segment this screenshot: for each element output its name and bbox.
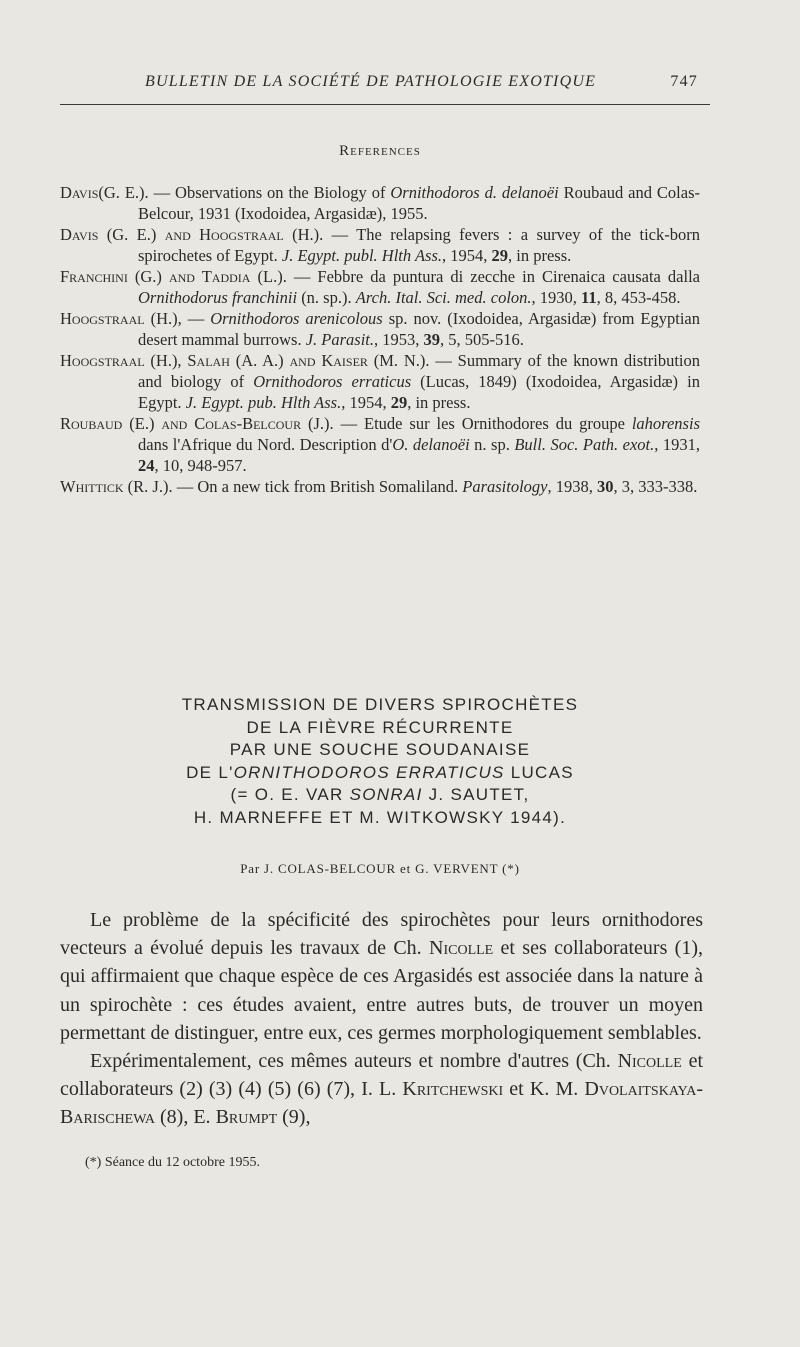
paragraph: Expérimentalement, ces mêmes auteurs et nombre d'autres (Ch. Nicolle et collaborateurs (2) (3) (4) (5) (6) (7), I. L. Kritchewski et K. M. Dvolaitskaya-Barischewa (8), E. Brumpt (9), xyxy=(60,1050,703,1129)
title-line: TRANSMISSION DE DIVERS SPIROCHÈTES xyxy=(181,695,579,714)
title-line: DE LA FIÈVRE RÉCURRENTE xyxy=(246,717,514,737)
title-line: H. MARNEFFE ET M. WITKOWSKY 1944). xyxy=(193,807,567,827)
paragraph: Le problème de la spécificité des spirochètes pour leurs ornithodores vecteurs a évolué depuis les travaux de Ch. Nicolle et ses collaborateurs (1), qui affirmaient que chaque espèce de ces Argasidés est associée dans la nature à un spirochète : ces études avaient, entre autres buts, de trouver un moyen permettant de distinguer, entre eux, ces germes morphologiquement semblables. xyxy=(60,909,703,1044)
reference-item: Hoogstraal (H.), — Ornithodoros arenicolous sp. nov. (Ixodoidea, Argasidæ) from Egyptian desert mammal burrows. J. Parasit., 1953, 39, 5, 505-516. xyxy=(60,309,700,349)
reference-item: Davis(G. E.). — Observations on the Biology of Ornithodoros d. delanoëi Roubaud and Colas-Belcour, 1931 (Ixodoidea, Argasidæ), 1955. xyxy=(60,183,700,223)
reference-item: Roubaud (E.) and Colas-Belcour (J.). — Etude sur les Ornithodores du groupe lahorensis dans l'Afrique du Nord. Description d'O. delanoëi n. sp. Bull. Soc. Path. exot., 1931, 24, 10, 948-957. xyxy=(60,414,701,475)
article-title xyxy=(0,694,760,829)
reference-item: Davis (G. E.) and Hoogstraal (H.). — The relapsing fevers : a survey of the tick-born spirochetes of Egypt. J. Egypt. publ. Hlth Ass., 1954, 29, in press. xyxy=(60,225,700,265)
reference-item: Hoogstraal (H.), Salah (A. A.) and Kaiser (M. N.). — Summary of the known distribution and biology of Ornithodoros erraticus (Lucas, 1849) (Ixodoidea, Argasidæ) in Egypt. J. Egypt. pub. Hlth Ass., 1954, 29, in press. xyxy=(60,351,700,412)
reference-list xyxy=(60,182,700,497)
reference-item: Whittick (R. J.). — On a new tick from British Somaliland. Parasitology, 1938, 30, 3, 333-338. xyxy=(60,477,698,496)
title-line: DE L'ORNITHODOROS ERRATICUS LUCAS xyxy=(186,762,574,782)
page-number: 747 xyxy=(670,73,698,90)
running-title: BULLETIN DE LA SOCIÉTÉ DE PATHOLOGIE EXOTIQUE xyxy=(145,73,597,90)
header-rule xyxy=(60,104,710,105)
footnote: (*) Séance du 12 octobre 1955. xyxy=(85,1155,260,1170)
title-line: (= O. E. VAR SONRAI J. SAUTET, xyxy=(230,785,530,804)
reference-item: Franchini (G.) and Taddia (L.). — Febbre da puntura di zecche in Cirenaica causata dalla Ornithodorus franchinii (n. sp.). Arch. Ital. Sci. med. colon., 1930, 11, 8, 453-458. xyxy=(60,267,700,307)
article-byline: Par J. COLAS-BELCOUR et G. VERVENT (*) xyxy=(240,861,520,876)
references-heading: References xyxy=(339,143,421,159)
article-body xyxy=(60,906,703,1132)
title-line: PAR UNE SOUCHE SOUDANAISE xyxy=(229,740,531,759)
